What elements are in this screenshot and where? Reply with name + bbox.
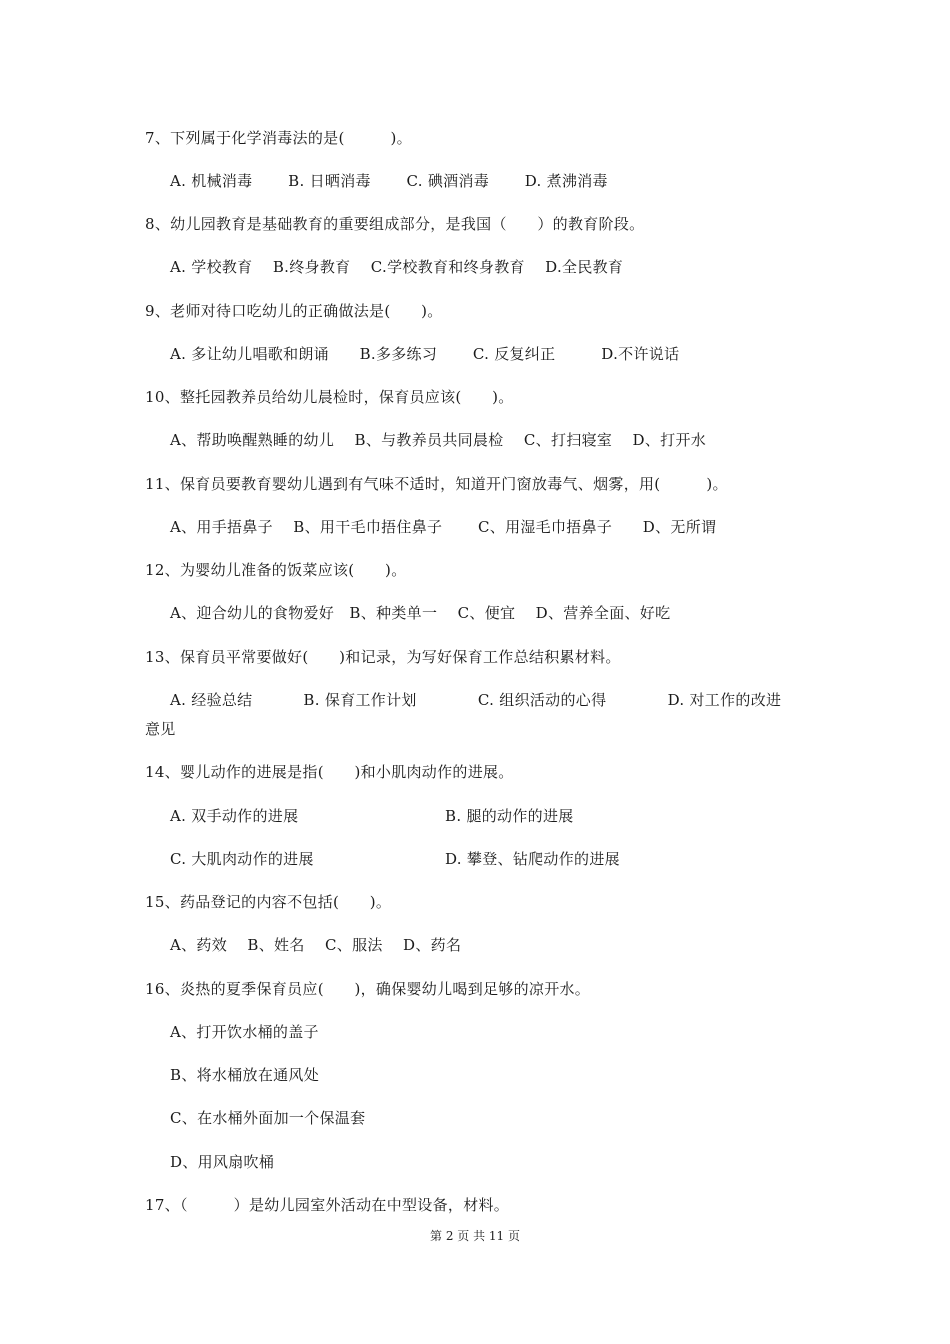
question-13-options: A. 经验总结 B. 保育工作计划 C. 组织活动的心得 D. 对工作的改进	[170, 691, 782, 709]
question-12-options: A、迎合幼儿的食物爱好 B、种类单一 C、便宜 D、营养全面、好吃	[170, 604, 671, 622]
question-13-stem: 13、保育员平常要做好( )和记录，为写好保育工作总结积累材料。	[145, 648, 621, 666]
question-10-stem: 10、整托园教养员给幼儿晨检时，保育员应该( )。	[145, 388, 514, 406]
question-14-option-d: D. 攀登、钻爬动作的进展	[445, 850, 620, 868]
question-9-options: A. 多让幼儿唱歌和朗诵 B.多多练习 C. 反复纠正 D.不许说话	[170, 345, 680, 363]
question-15-options: A、药效 B、姓名 C、服法 D、药名	[170, 936, 462, 954]
question-14-stem: 14、婴儿动作的进展是指( )和小肌肉动作的进展。	[145, 763, 514, 781]
question-16-option-b: B、将水桶放在通风处	[170, 1066, 320, 1084]
question-14-option-a: A. 双手动作的进展	[170, 807, 299, 825]
question-9-stem: 9、老师对待口吃幼儿的正确做法是( )。	[145, 302, 443, 320]
question-16-option-a: A、打开饮水桶的盖子	[170, 1023, 319, 1041]
question-11-stem: 11、保育员要教育婴幼儿遇到有气味不适时，知道开门窗放毒气、烟雾，用( )。	[145, 475, 728, 493]
question-16-option-d: D、用风扇吹桶	[170, 1153, 275, 1171]
question-16-option-c: C、在水桶外面加一个保温套	[170, 1109, 366, 1127]
question-13-options-continued: 意见	[145, 720, 176, 738]
question-7-stem: 7、下列属于化学消毒法的是( )。	[145, 129, 412, 147]
question-7-options: A. 机械消毒 B. 日晒消毒 C. 碘酒消毒 D. 煮沸消毒	[170, 172, 608, 190]
page-footer: 第 2 页 共 11 页	[430, 1229, 520, 1243]
question-15-stem: 15、药品登记的内容不包括( )。	[145, 893, 392, 911]
question-14-option-b: B. 腿的动作的进展	[445, 807, 574, 825]
question-16-stem: 16、炎热的夏季保育员应( )，确保婴幼儿喝到足够的凉开水。	[145, 980, 591, 998]
question-10-options: A、帮助唤醒熟睡的幼儿 B、与教养员共同晨检 C、打扫寝室 D、打开水	[170, 431, 707, 449]
question-8-stem: 8、幼儿园教育是基础教育的重要组成部分，是我国（ ）的教育阶段。	[145, 215, 645, 233]
question-11-options: A、用手捂鼻子 B、用干毛巾捂住鼻子 C、用湿毛巾捂鼻子 D、无所谓	[170, 518, 717, 536]
question-14-option-c: C. 大肌肉动作的进展	[170, 850, 314, 868]
question-8-options: A. 学校教育 B.终身教育 C.学校教育和终身教育 D.全民教育	[170, 258, 624, 276]
question-17-stem: 17、（ ）是幼儿园室外活动在中型设备，材料。	[145, 1196, 510, 1214]
question-12-stem: 12、为婴幼儿准备的饭菜应该( )。	[145, 561, 407, 579]
